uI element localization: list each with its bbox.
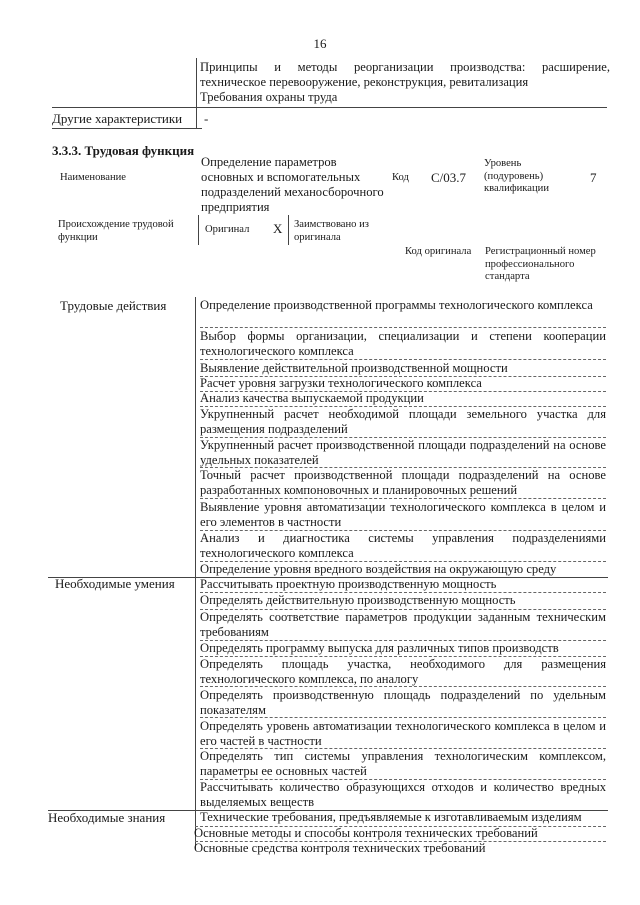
top-table-line: Принципы и методы реорганизации производства: расширение, техническое перевооружение, реконструкция, ревитализация: [200, 60, 610, 89]
labor-action-item: Выявление уровня автоматизации технологического комплекса в целом и его элементов в частности: [200, 500, 606, 529]
skill-item: Определять площадь участка, необходимого для размещения технологического комплекса, по аналогу: [200, 657, 606, 686]
reg-number-label: Регистрационный номер профессионального стандарта: [485, 246, 596, 282]
skill-item: Рассчитывать проектную производственную мощность: [200, 577, 497, 591]
labor-action-item: Точный расчет производственной площади подразделений на основе разработанных компоновочных и планировочных решений: [200, 468, 606, 497]
skill-item: Определять программу выпуска для различных типов производств: [200, 641, 559, 655]
original-option: Оригинал: [205, 224, 250, 235]
skill-item: Определять тип системы управления технологическим комплексом, параметры ее основных частей: [200, 749, 606, 778]
code-label: Код: [392, 172, 409, 183]
top-table-line: Требования охраны труда: [200, 90, 338, 104]
labor-action-item: Определение уровня вредного воздействия на окружающую среду: [200, 562, 557, 576]
level-value: 7: [590, 170, 597, 185]
origin-border: [288, 215, 289, 245]
knowledge-item: Основные средства контроля технических требований: [194, 841, 486, 855]
top-table-cell: [200, 60, 610, 105]
skills-label: Необходимые умения: [55, 576, 175, 591]
skill-item: Рассчитывать количество образующихся отходов и количество вредных выделяемых веществ: [200, 780, 606, 809]
labor-action-item: Укрупненный расчет необходимой площади земельного участка для размещения подразделений: [200, 407, 606, 436]
page-number: 16: [313, 36, 327, 51]
origin-label: Происхождение трудовой функции: [58, 219, 174, 243]
code-original-label: Код оригинала: [405, 246, 472, 257]
skill-item: Определять уровень автоматизации технологического комплекса в целом и его частей в частности: [200, 719, 606, 748]
labor-action-item: Анализ и диагностика системы управления подразделениями технологического комплекса: [200, 531, 606, 560]
labor-action-item: Расчет уровня загрузки технологического комплекса: [200, 376, 482, 390]
section-title: 3.3.3. Трудовая функция: [52, 143, 195, 158]
main-table-border: [195, 297, 196, 850]
borrowed-option: Заимствовано из оригинала: [294, 219, 369, 243]
table-rule: [52, 128, 202, 129]
table-rule: [52, 107, 607, 108]
labor-action-item: Выявление действительной производственной мощности: [200, 361, 508, 375]
knowledge-label: Необходимые знания: [48, 810, 166, 825]
labor-action-item: Укрупненный расчет производственной площади подразделений на основе удельных показателей: [200, 438, 606, 467]
other-characteristics-label: Другие характеристики: [52, 111, 183, 126]
labor-action-item: Определение производственной программы технологического комплекса: [200, 298, 593, 312]
labor-action-item: Выбор формы организации, специализации и степени кооперации технологического комплекса: [200, 329, 606, 358]
table-border: [196, 58, 197, 128]
skill-item: Определять действительную производственную мощность: [200, 593, 516, 607]
function-name: Определение параметров основных и вспомогательных подразделений механосборочного предприятия: [201, 155, 384, 214]
knowledge-item: Технические требования, предъявляемые к изготавливаемым изделиям: [200, 810, 582, 824]
code-value: С/03.7: [431, 170, 467, 185]
labor-actions-label: Трудовые действия: [60, 298, 167, 313]
other-characteristics-value: -: [204, 111, 209, 126]
skill-item: Определять соответствие параметров продукции заданным техническим требованиям: [200, 610, 606, 639]
level-label: Уровень (подуровень) квалификации: [484, 158, 549, 194]
origin-border: [198, 215, 199, 245]
name-label: Наименование: [60, 172, 126, 183]
skill-item: Определять производственную площадь подразделений по удельным показателям: [200, 688, 606, 717]
knowledge-item: Основные методы и способы контроля технических требований: [194, 826, 538, 840]
original-mark: X: [273, 221, 283, 236]
labor-action-item: Анализ качества выпускаемой продукции: [200, 391, 424, 405]
